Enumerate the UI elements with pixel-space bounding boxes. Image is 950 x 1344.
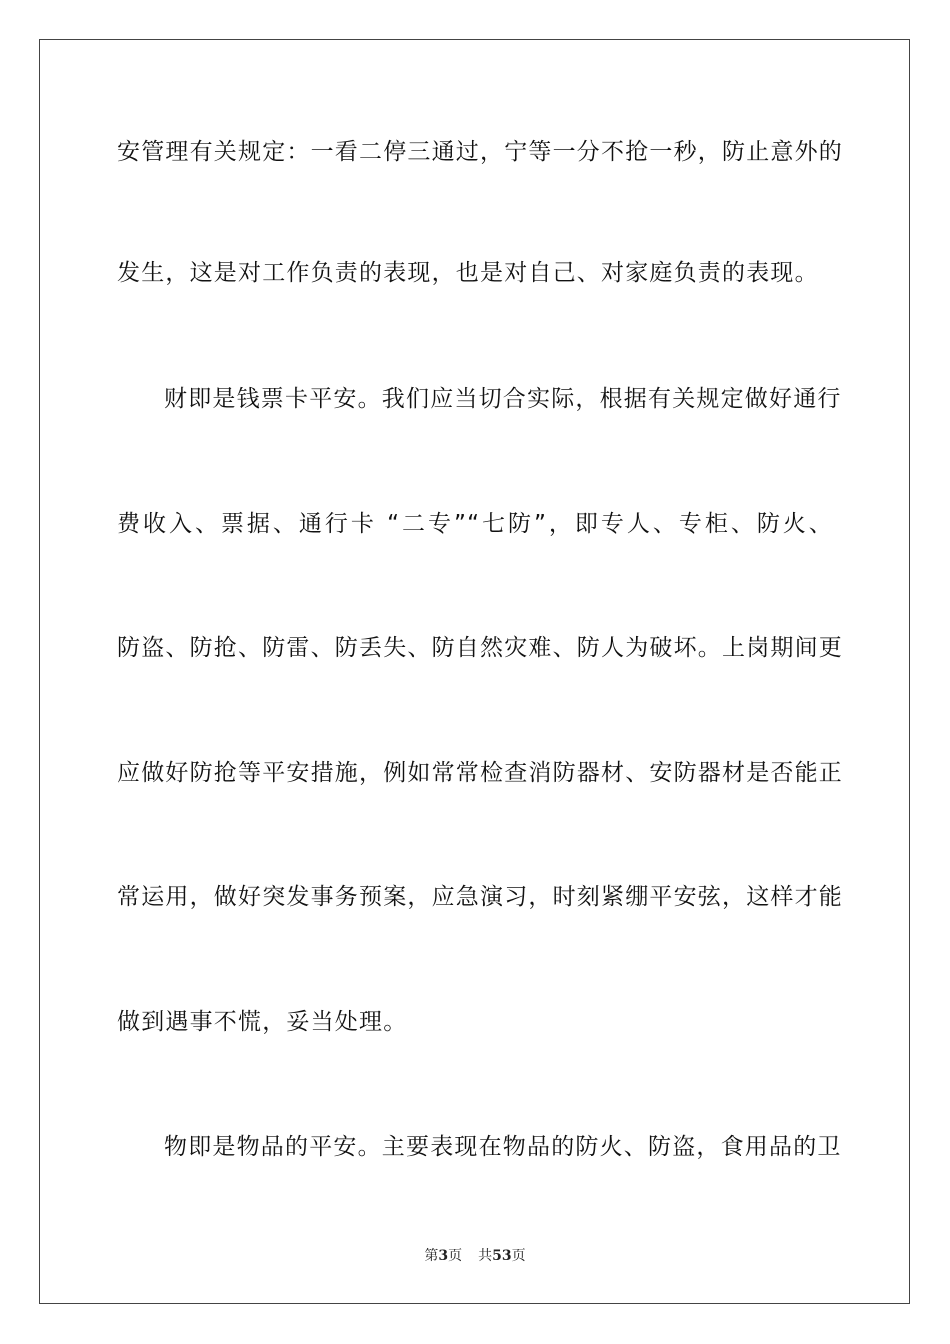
total-pages: 53	[492, 1248, 512, 1264]
text-line-1: 安管理有关规定：一看二停三通过，宁等一分不抢一秒，防止意外的	[117, 139, 843, 165]
text-line-8: 做到遇事不慌，妥当处理。	[117, 1009, 408, 1035]
page-footer	[0, 1247, 950, 1265]
page-frame	[39, 39, 910, 1304]
total-prefix: 共	[478, 1248, 493, 1264]
text-line-6: 应做好防抢等平安措施，例如常常检查消防器材、安防器材是否能正	[117, 760, 843, 786]
text-line-9: 物即是物品的平安。主要表现在物品的防火、防盗，食用品的卫	[164, 1134, 842, 1160]
text-line-3: 财即是钱票卡平安。我们应当切合实际，根据有关规定做好通行	[164, 386, 842, 412]
page-suffix: 页	[448, 1248, 463, 1264]
page-prefix: 第	[424, 1248, 439, 1264]
page-number: 3	[438, 1248, 449, 1264]
text-line-4: 费收入、票据、通行卡 “二专”“七防”，即专人、专柜、防火、	[117, 511, 833, 537]
text-line-5: 防盗、防抢、防雷、防丢失、防自然灾难、防人为破坏。上岗期间更	[117, 635, 843, 661]
text-line-2: 发生，这是对工作负责的表现，也是对自己、对家庭负责的表现。	[117, 260, 819, 286]
text-line-7: 常运用，做好突发事务预案，应急演习，时刻紧绷平安弦，这样才能	[117, 884, 843, 910]
total-suffix: 页	[511, 1248, 526, 1264]
